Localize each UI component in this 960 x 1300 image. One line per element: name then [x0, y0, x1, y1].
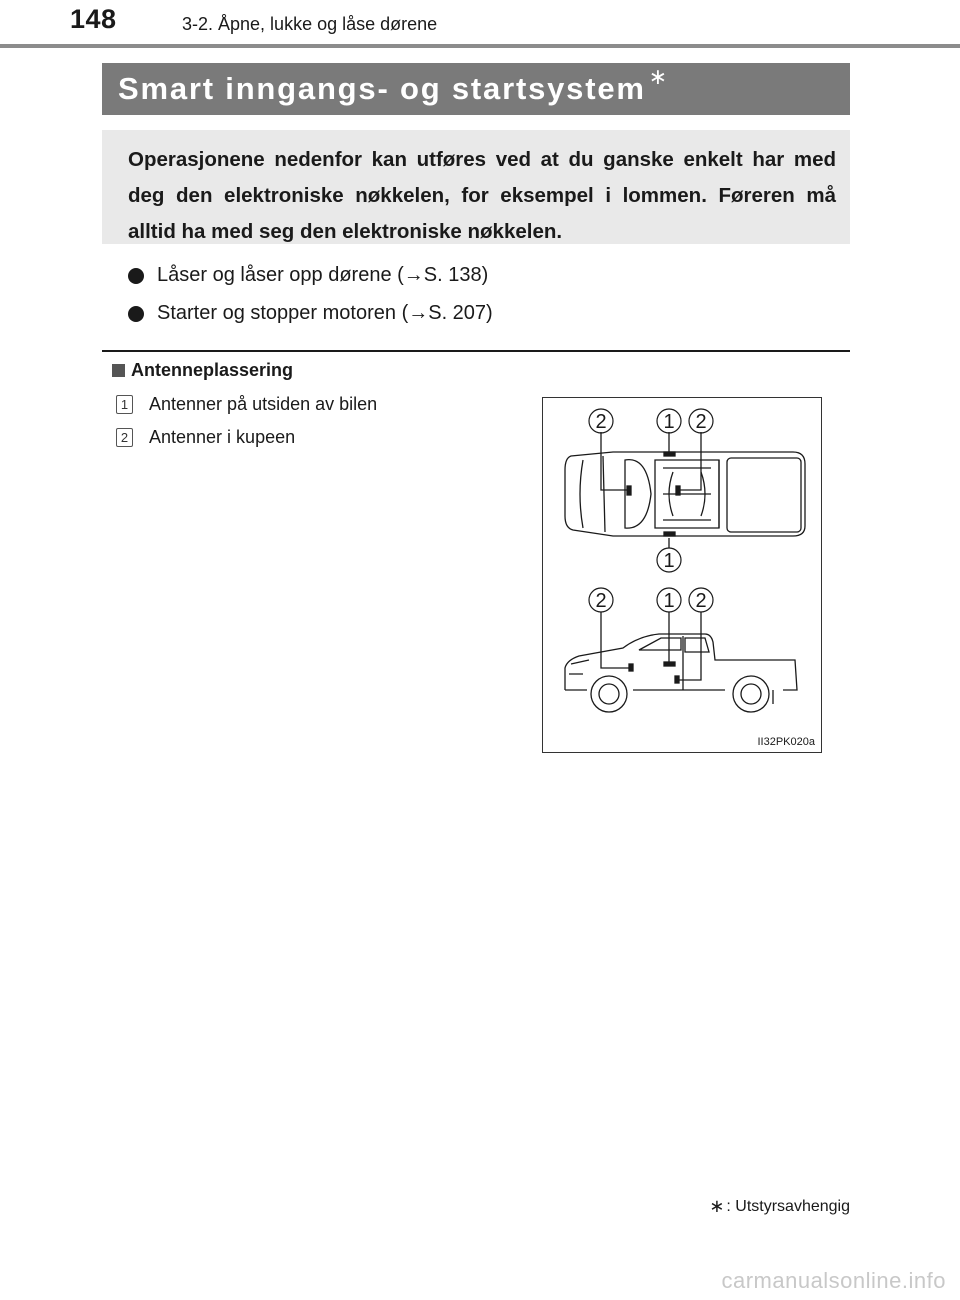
bullet-item — [128, 302, 493, 325]
legend-text: Antenner i kupeen — [149, 427, 296, 447]
callout-numbers — [543, 398, 821, 752]
section-divider — [102, 350, 850, 352]
callout-number: 2 — [695, 411, 707, 433]
legend-text: Antenner på utsiden av bilen — [149, 394, 378, 414]
subsection-heading — [112, 360, 293, 381]
bullet-dot-icon — [128, 306, 144, 322]
legend-item — [116, 394, 377, 415]
intro-text: Operasjonene nedenfor kan utføres ved at du ganske enkelt har med deg den elektroniske nøkkelen, for eksempel i lommen. Føreren må alltid ha med seg den elektroniske nøkkelen. — [128, 148, 836, 243]
footnote — [709, 1196, 850, 1217]
section-title: 3-2. Åpne, lukke og låse dørene — [182, 14, 438, 34]
callout-number: 1 — [663, 411, 675, 433]
callout-number: 2 — [595, 411, 607, 433]
footnote-text: : Utstyrsavhengig — [726, 1197, 850, 1215]
intro-box — [102, 130, 850, 244]
figure-code: II32PK020a — [757, 736, 815, 748]
square-bullet-icon — [112, 364, 125, 377]
subsection-heading-text: Antenneplassering — [131, 360, 294, 380]
bullet-dot-icon — [128, 268, 144, 284]
bullet-item — [128, 264, 488, 287]
bullet-text: Starter og stopper motoren (→S. 207) — [157, 302, 493, 324]
antenna-location-figure — [542, 397, 822, 753]
watermark: carmanualsonline.info — [721, 1268, 946, 1293]
header-rule — [0, 44, 960, 48]
callout-number: 1 — [663, 590, 675, 612]
optional-equipment-marker: ∗ — [648, 64, 668, 89]
page-title: Smart inngangs- og startsystem — [118, 71, 646, 106]
callout-number: 1 — [663, 550, 675, 572]
callout-number: 2 — [595, 590, 607, 612]
page-number: 148 — [70, 4, 117, 34]
legend-item — [116, 427, 295, 448]
legend-number: 2 — [116, 428, 133, 447]
footnote-marker: ∗ — [709, 1196, 725, 1216]
callout-number: 2 — [695, 590, 707, 612]
legend-number: 1 — [116, 395, 133, 414]
bullet-text: Låser og låser opp dørene (→S. 138) — [157, 264, 489, 286]
title-bar — [102, 63, 850, 115]
